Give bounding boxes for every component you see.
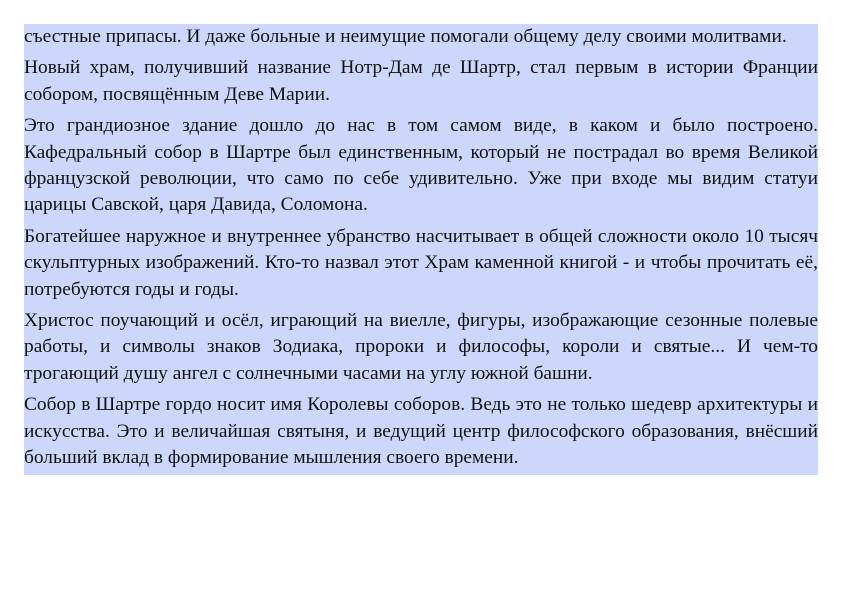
paragraph-6: Собор в Шартре гордо носит имя Королевы соборов. Ведь это не только шедевр архитектуры и искусства. Это и величайшая святыня, и ведущий центр философского образования, внёсший больший вклад в формирование мышления своего времени. [24,394,818,469]
paragraph-5: Христос поучающий и осёл, играющий на виелле, фигуры, изображающие сезонные полевые работы, и символы знаков Зодиака, пророки и философы, короли и святые... И чем-то трогающий душу ангел с солнечными часами на углу южной башни. [24,310,818,384]
paragraph-4: Богатейшее наружное и внутреннее убранство насчитывает в общей сложности около 10 тысяч скульптурных изображений. Кто-то назвал этот Храм каменной книгой - и чтобы прочитать её, потребуются годы и годы. [24,225,818,300]
text-highlight-block [24,24,818,475]
paragraph-2: Новый храм, получивший название Нотр-Дам де Шартр, стал первым в истории Франции собором, посвящённым Деве Марии. [24,57,818,105]
paragraph-3: Это грандиозное здание дошло до нас в том самом виде, в каком и было построено. Кафедральный собор в Шартре был единственным, который не пострадал во время Великой французской революции, что само по себе удивительно. Уже при входе мы видим статуи царицы Савской, царя Давида, Соломона. [24,115,818,216]
paragraph-1: съестные припасы. И даже больные и неимущие помогали общему делу своими молитвами. [24,26,787,47]
